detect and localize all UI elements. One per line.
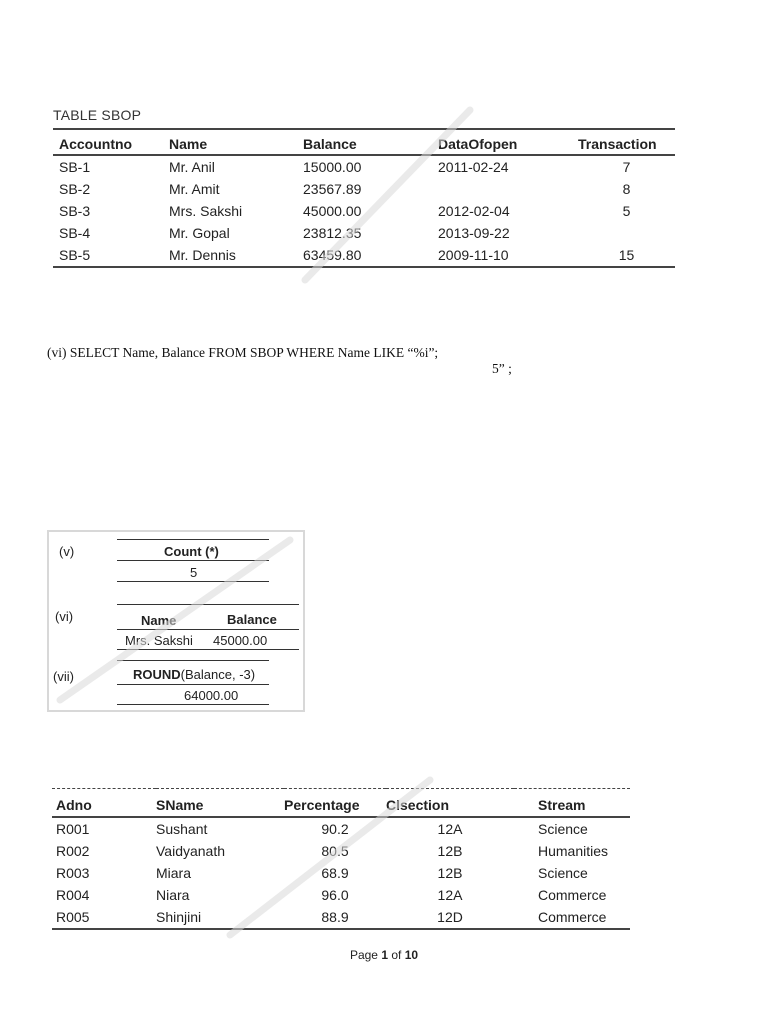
table-cell: 12B (437, 865, 463, 881)
table-cell: 80.5 (321, 843, 349, 859)
table-cell: 96.0 (321, 887, 349, 903)
table-cell: SB-4 (59, 224, 91, 241)
watermark-stroke (305, 110, 470, 280)
table-cell: Mr. Dennis (169, 244, 303, 267)
table-cell: Shinjini (156, 906, 284, 929)
table-cell: SB-1 (59, 158, 91, 175)
table-cell: 15000.00 (303, 158, 362, 175)
table-cell: Mr. Amit (169, 180, 220, 197)
table-cell: 2011-02-24 (438, 158, 509, 175)
output-vi-name: Mrs. Sakshi (125, 633, 193, 648)
output-vi-header-balance: Balance (227, 612, 277, 627)
table-cell: Niara (156, 887, 190, 903)
table-cell: 63459.80 (303, 244, 438, 267)
page-total: 10 (404, 948, 419, 962)
table-cell: Vaidyanath (156, 843, 226, 859)
table-cell: R002 (56, 843, 90, 859)
table-cell: 68.9 (321, 865, 349, 881)
table-cell: Mrs. Sakshi (169, 202, 243, 219)
student-header-clsection: Clsection (386, 789, 514, 818)
table-cell: Science (538, 821, 588, 837)
table-cell: 15 (578, 244, 675, 267)
table-cell: 12A (437, 821, 463, 837)
output-vi-header-name: Name (141, 613, 177, 628)
output-v-header: Count (*) (164, 544, 219, 559)
sbop-header-transaction: Transaction (578, 129, 675, 155)
sbop-table-title: TABLE SBOP (53, 107, 142, 123)
table-cell: SB-2 (59, 180, 91, 197)
table-cell: Mr. Gopal (169, 224, 230, 241)
table-cell: 12A (437, 887, 463, 903)
table-cell: Miara (156, 865, 192, 881)
output-v-value: 5 (190, 565, 198, 580)
table-cell: SB-5 (53, 244, 169, 267)
table-cell: 2012-02-04 (438, 202, 510, 219)
round-function-label: ROUND (133, 667, 181, 682)
table-cell: 45000.00 (303, 202, 362, 219)
table-cell: SB-3 (59, 202, 91, 219)
sbop-header-dataofopen: DataOfopen (438, 129, 578, 155)
watermark-stroke (60, 540, 290, 700)
output-v-label: (v) (59, 544, 75, 559)
table-cell: R001 (56, 821, 90, 837)
table-cell: Humanities (538, 843, 609, 859)
page-footer (0, 948, 768, 962)
page-of: of (388, 948, 405, 962)
page-current: 1 (381, 948, 388, 962)
student-header-adno: Adno (52, 789, 156, 818)
table-cell: 5 (622, 202, 631, 219)
round-args-label: (Balance, -3) (180, 667, 256, 682)
table-cell: 8 (622, 180, 631, 197)
table-cell: 2009-11-10 (438, 244, 578, 267)
page-prefix: Page (349, 948, 382, 962)
query-fragment-text: 5” ; (492, 361, 512, 376)
table-cell: 7 (622, 158, 631, 175)
output-vii-label: (vii) (53, 669, 74, 684)
table-cell: R005 (52, 906, 156, 929)
table-cell: 23567.89 (303, 180, 362, 197)
output-vii-value: 64000.00 (184, 688, 239, 703)
table-cell: 90.2 (321, 821, 349, 837)
table-cell: R003 (56, 865, 90, 881)
table-cell: Commerce (514, 906, 630, 929)
sql-query-text: (vi) SELECT Name, Balance FROM SBOP WHERE Name LIKE “%i”; (47, 345, 439, 360)
table-cell: Mr. Anil (169, 158, 215, 175)
output-vi-balance: 45000.00 (213, 633, 268, 648)
student-header-stream: Stream (514, 789, 630, 818)
table-cell: 23812.35 (303, 224, 362, 241)
table-cell: Science (538, 865, 588, 881)
output-vi-label: (vi) (55, 609, 74, 624)
table-cell: 2013-09-22 (438, 224, 510, 241)
student-header-percentage: Percentage (284, 789, 386, 818)
table-cell: 12B (437, 843, 463, 859)
table-cell: R004 (56, 887, 90, 903)
watermark-stroke (230, 780, 430, 935)
student-header-sname: SName (156, 789, 284, 818)
table-cell: Commerce (538, 887, 607, 903)
sbop-header-name: Name (169, 129, 303, 155)
sbop-header-balance: Balance (303, 129, 438, 155)
sbop-header-accountno: Accountno (53, 129, 169, 155)
table-cell: 88.9 (284, 906, 386, 929)
table-cell: 12D (386, 906, 514, 929)
table-cell: Sushant (156, 821, 208, 837)
